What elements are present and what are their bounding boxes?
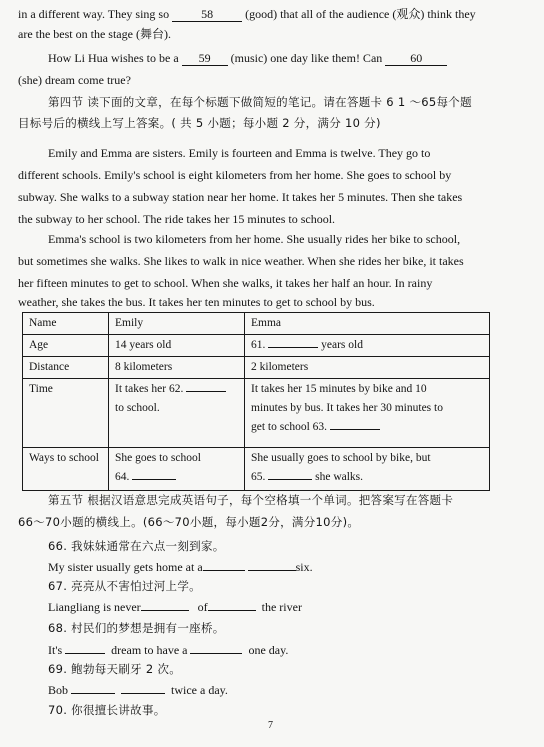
blank-66a[interactable]	[203, 570, 245, 571]
passage-line: weather, she takes the bus. It takes her ten minutes to get to school by bus.	[18, 295, 375, 309]
blank-60[interactable]: 60	[385, 51, 447, 66]
cell: 14 years old	[109, 335, 245, 357]
cell: 8 kilometers	[109, 357, 245, 379]
section-4-instructions: 目标号后的横线上写上答案。( 共 5 小题；每小题 2 分，满分 10 分)	[18, 116, 381, 130]
text-line-59-60: How Li Hua wishes to be a 59 (music) one day like them! Can 60	[48, 48, 530, 68]
row-label: Name	[23, 313, 109, 335]
notes-table	[22, 312, 490, 491]
cell: She usually goes to school by bike, but 65. she walks.	[245, 448, 490, 491]
passage-line: Emma's school is two kilometers from her home. She usually rides her bike to school,	[48, 232, 461, 246]
table-row	[23, 335, 490, 357]
cell: It takes her 15 minutes by bike and 10 minutes by bus. It takes her 30 minutes to get to school 63.	[245, 379, 490, 448]
row-label: Age	[23, 335, 109, 357]
passage-line: but sometimes she walks. She likes to walk in nice weather. When she rides her bike, it takes	[18, 254, 464, 268]
page-number: 7	[268, 720, 273, 731]
question-66-english: My sister usually gets home at a six.	[48, 560, 313, 574]
section-5-instructions: 第五节 根据汉语意思完成英语句子，每个空格填一个单词。把答案写在答题卡	[48, 493, 454, 507]
row-label: Ways to school	[23, 448, 109, 491]
blank-64[interactable]	[132, 479, 176, 480]
blank-67b[interactable]	[208, 610, 256, 611]
section-4-instructions: 第四节 读下面的文章，在每个标题下做简短的笔记。请在答题卡 6 1 ～65每个题	[48, 95, 472, 109]
blank-58[interactable]: 58	[172, 7, 242, 22]
table-row	[23, 448, 490, 491]
blank-62[interactable]	[186, 391, 226, 392]
blank-69b[interactable]	[121, 693, 165, 694]
passage-line: subway. She walks to a subway station near her home. It takes her 5 minutes. Then she takes	[18, 190, 463, 204]
question-69-chinese: 69. 鲍勃每天刷牙 2 次。	[48, 662, 182, 676]
table-row	[23, 313, 490, 335]
blank-63[interactable]	[330, 429, 380, 430]
cell: She goes to school 64.	[109, 448, 245, 491]
question-69-english: Bob twice a day.	[48, 683, 228, 697]
blank-68a[interactable]	[65, 653, 105, 654]
question-68-english: It's dream to have a one day.	[48, 643, 289, 657]
text-line-58: in a different way. They sing so 58 (good) that all of the audience (观众) think they	[18, 7, 476, 21]
text-line: (she) dream come true?	[18, 73, 131, 87]
question-67-english: Liangliang is never of the river	[48, 600, 302, 614]
question-68-chinese: 68. 村民们的梦想是拥有一座桥。	[48, 621, 225, 635]
question-66-chinese: 66. 我妹妹通常在六点一刻到家。	[48, 539, 225, 553]
cell: Emma	[245, 313, 490, 335]
blank-67a[interactable]	[141, 610, 189, 611]
cell: 61. years old	[245, 335, 490, 357]
cell: 2 kilometers	[245, 357, 490, 379]
question-70-chinese: 70. 你很擅长讲故事。	[48, 703, 166, 717]
blank-61[interactable]	[268, 347, 318, 348]
blank-65[interactable]	[268, 479, 312, 480]
blank-59[interactable]: 59	[182, 51, 228, 66]
blank-69a[interactable]	[71, 693, 115, 694]
blank-66b[interactable]	[248, 570, 296, 571]
table-row	[23, 357, 490, 379]
passage-line: Emily and Emma are sisters. Emily is fourteen and Emma is twelve. They go to	[48, 146, 431, 160]
passage-line: her fifteen minutes to get to school. When she walks, it takes her half an hour. In rainy	[18, 276, 433, 290]
passage-line: the subway to her school. The ride takes her 15 minutes to school.	[18, 212, 336, 226]
text-line: are the best on the stage (舞台).	[18, 27, 171, 41]
cell: It takes her 62. to school.	[109, 379, 245, 448]
passage-line: different schools. Emily's school is eight kilometers from her home. She goes to school by	[18, 168, 452, 182]
blank-68b[interactable]	[190, 653, 242, 654]
row-label: Distance	[23, 357, 109, 379]
question-67-chinese: 67. 亮亮从不害怕过河上学。	[48, 579, 201, 593]
table-row	[23, 379, 490, 448]
row-label: Time	[23, 379, 109, 448]
section-5-instructions: 66～70小题的横线上。(66～70小题，每小题2分，满分10分)。	[18, 515, 360, 529]
cell: Emily	[109, 313, 245, 335]
